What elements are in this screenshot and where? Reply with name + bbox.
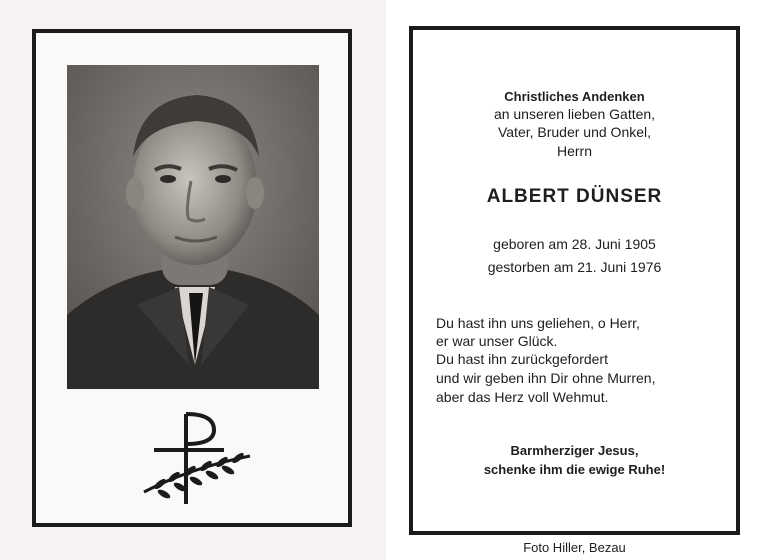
photo-credit: Foto Hiller, Bezau [523,540,626,555]
intro-line-2: Vater, Bruder und Onkel, [497,124,652,140]
chi-rho-icon [140,410,254,506]
intro-line-1: an unseren lieben Gatten, [493,106,656,122]
card-divider [386,0,396,560]
verse-line-1: Du hast ihn uns geliehen, o Herr, [436,315,640,331]
deceased-name: ALBERT DÜNSER [486,186,663,207]
portrait-photo [67,65,319,389]
death-date: gestorben am 21. Juni 1976 [487,259,662,275]
prayer-line-2: schenke ihm die ewige Ruhe! [483,462,666,477]
verse-line-5: aber das Herz voll Wehmut. [436,389,609,405]
intro-line-3: Herrn [556,143,592,159]
birth-date: geboren am 28. Juni 1905 [493,236,656,252]
verse-line-2: er war unser Glück. [436,333,558,349]
verse-line-4: und wir geben ihn Dir ohne Murren, [436,370,656,386]
prayer-line-1: Barmherziger Jesus, [510,443,639,458]
verse-line-3: Du hast ihn zurückgefordert [436,351,608,367]
heading: Christliches Andenken [504,89,645,104]
